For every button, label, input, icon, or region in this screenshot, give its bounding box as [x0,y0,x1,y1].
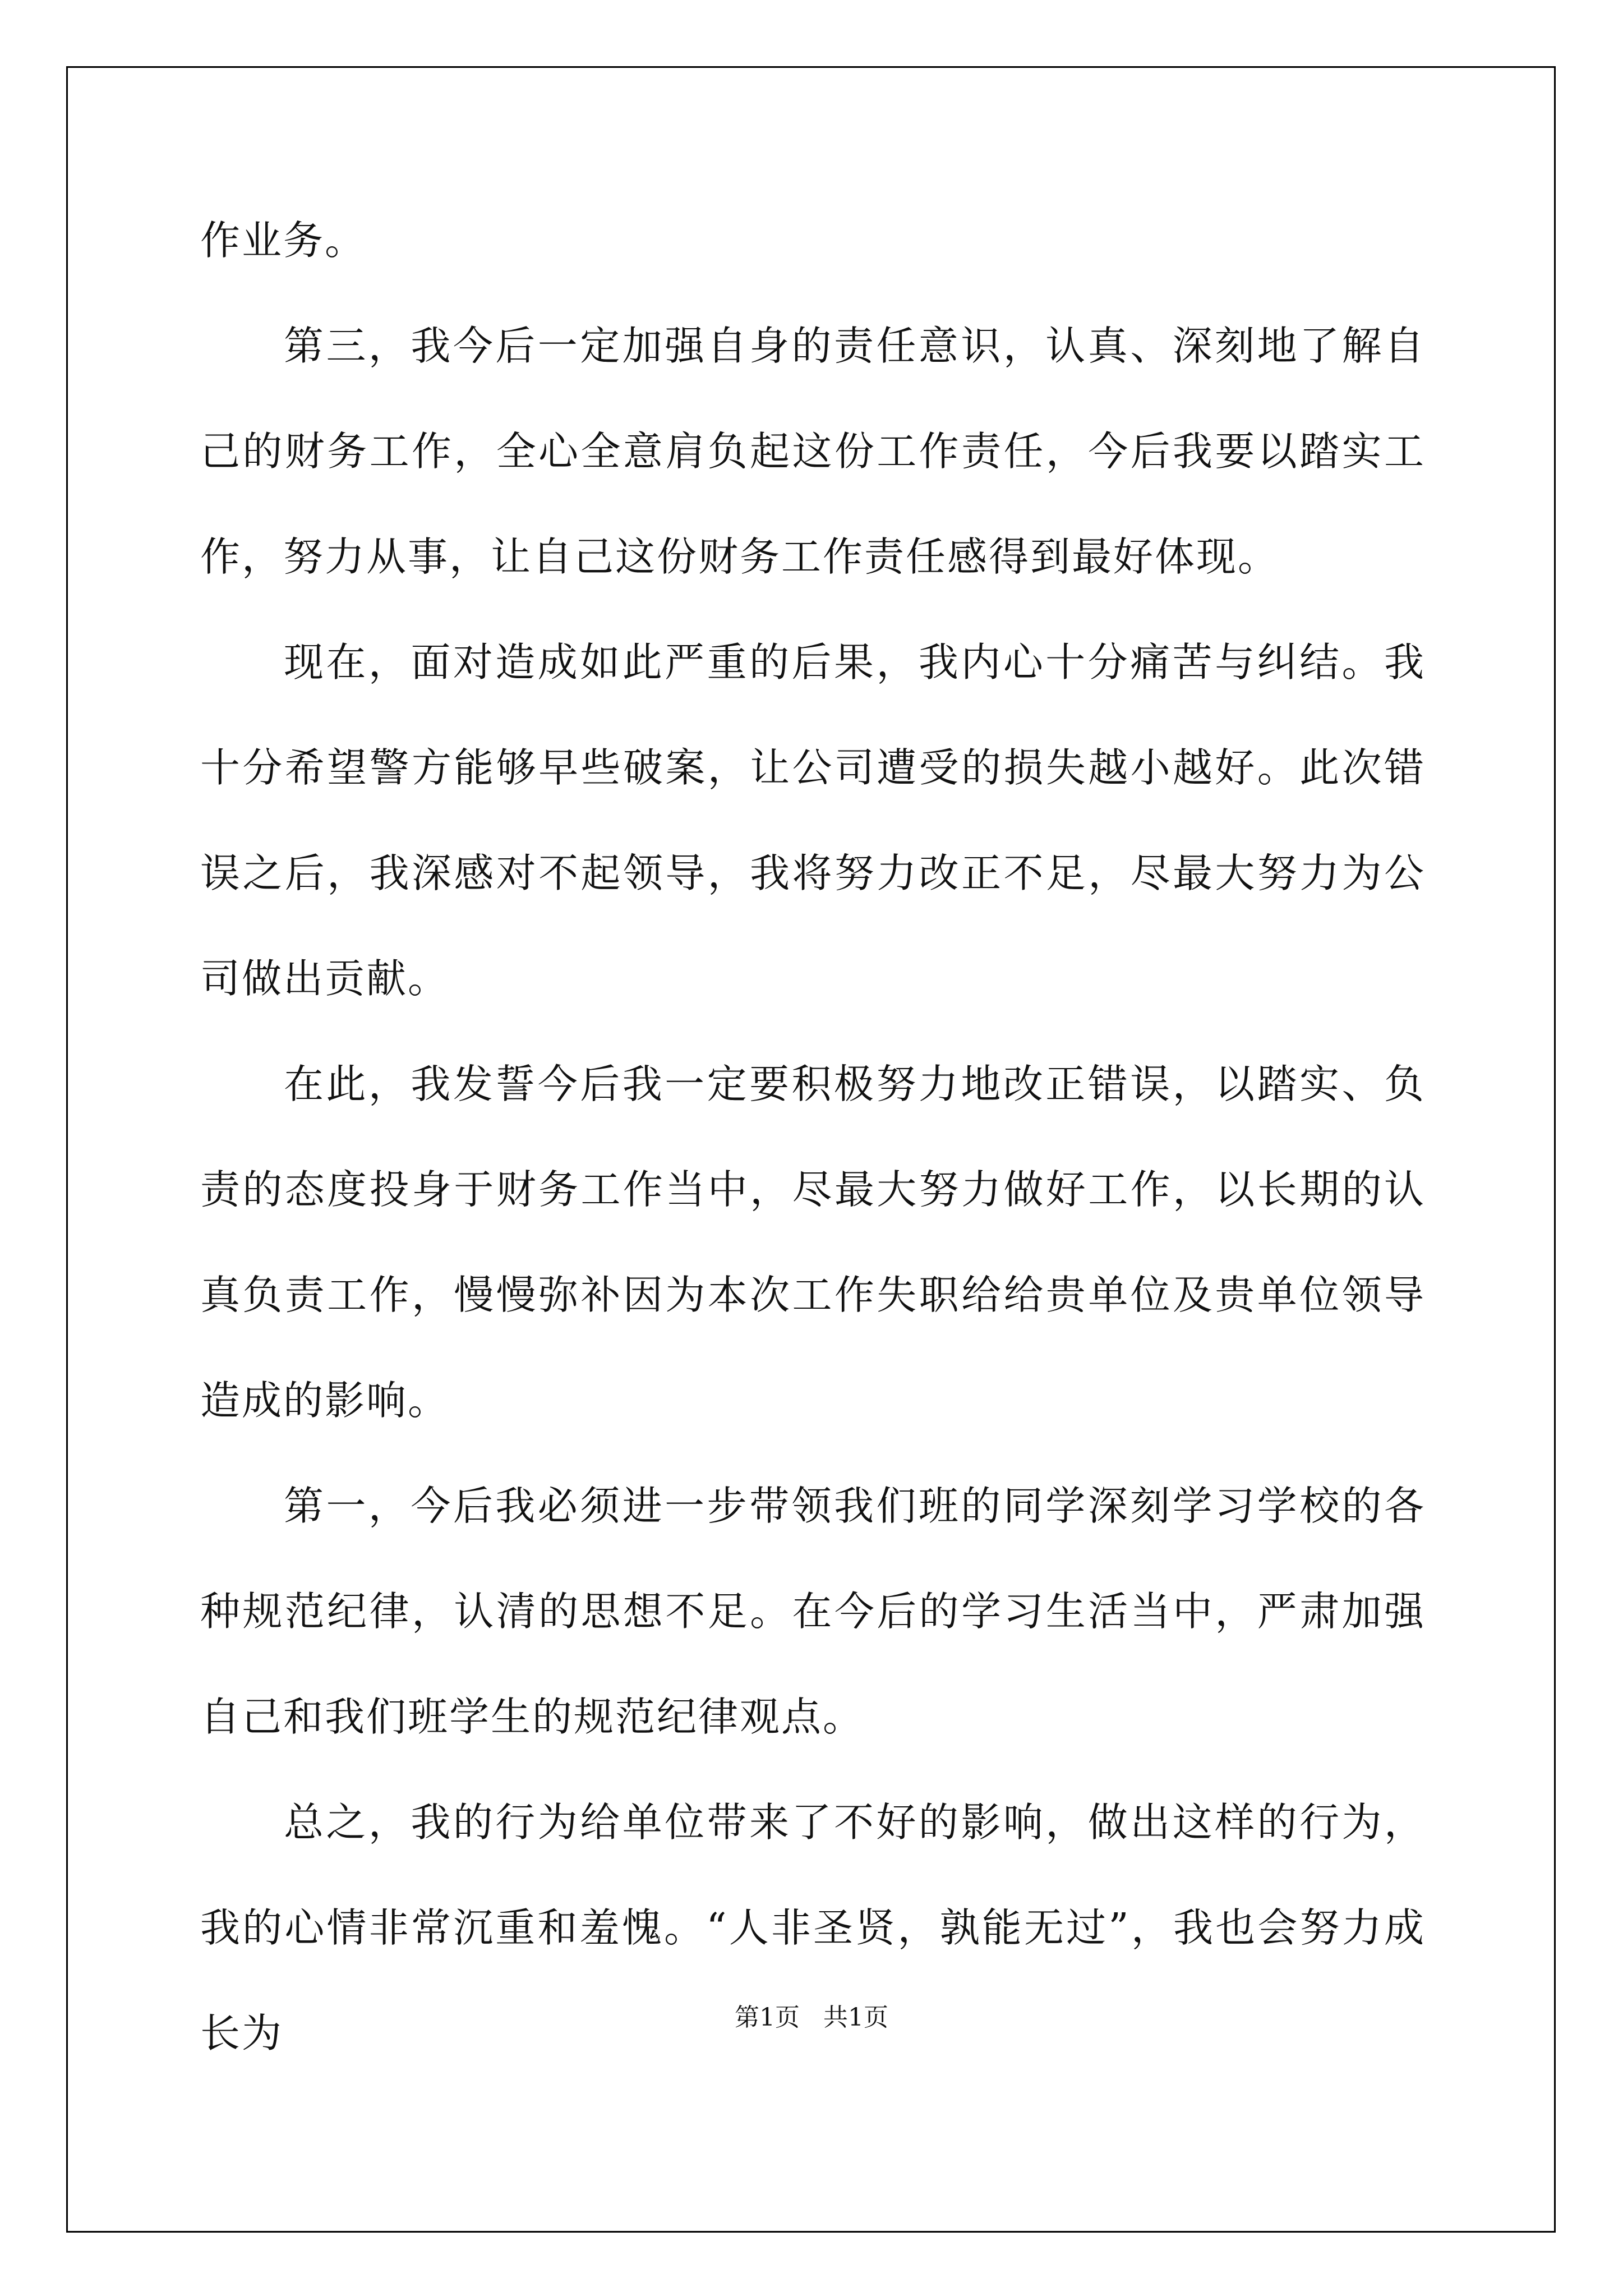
paragraph-3: 现在，面对造成如此严重的后果，我内心十分痛苦与纠结。我十分希望警方能够早些破案，让公司遭受的损失越小越好。此次错误之后，我深感对不起领导，我将努力改正不足，尽最大努力为公司做出贡献。 [200,639,1426,1002]
paragraph-5: 第一，今后我必须进一步带领我们班的同学深刻学习学校的各种规范纪律，认清的思想不足。在今后的学习生活当中，严肃加强自己和我们班学生的规范纪律观点。 [200,1483,1426,1740]
page-number-footer: 第1页 共1页 [735,2003,888,2032]
paragraph-4: 在此，我发誓今后我一定要积极努力地改正错误，以踏实、负责的态度投身于财务工作当中，尽最大努力做好工作，以长期的认真负责工作，慢慢弥补因为本次工作失职给给贵单位及贵单位领导造成的影响。 [200,1061,1426,1424]
paragraph-6: 总之，我的行为给单位带来了不好的影响，做出这样的行为，我的心情非常沉重和羞愧。“人非圣贤，孰能无过”，我也会努力成长为 [200,1799,1426,2056]
paragraph-1: 作业务。 [200,217,367,264]
paragraph-2: 第三，我今后一定加强自身的责任意识，认真、深刻地了解自己的财务工作，全心全意肩负起这份工作责任，今后我要以踏实工作，努力从事，让自己这份财务工作责任感得到最好体现。 [200,323,1426,580]
document-body [200,188,1426,2086]
